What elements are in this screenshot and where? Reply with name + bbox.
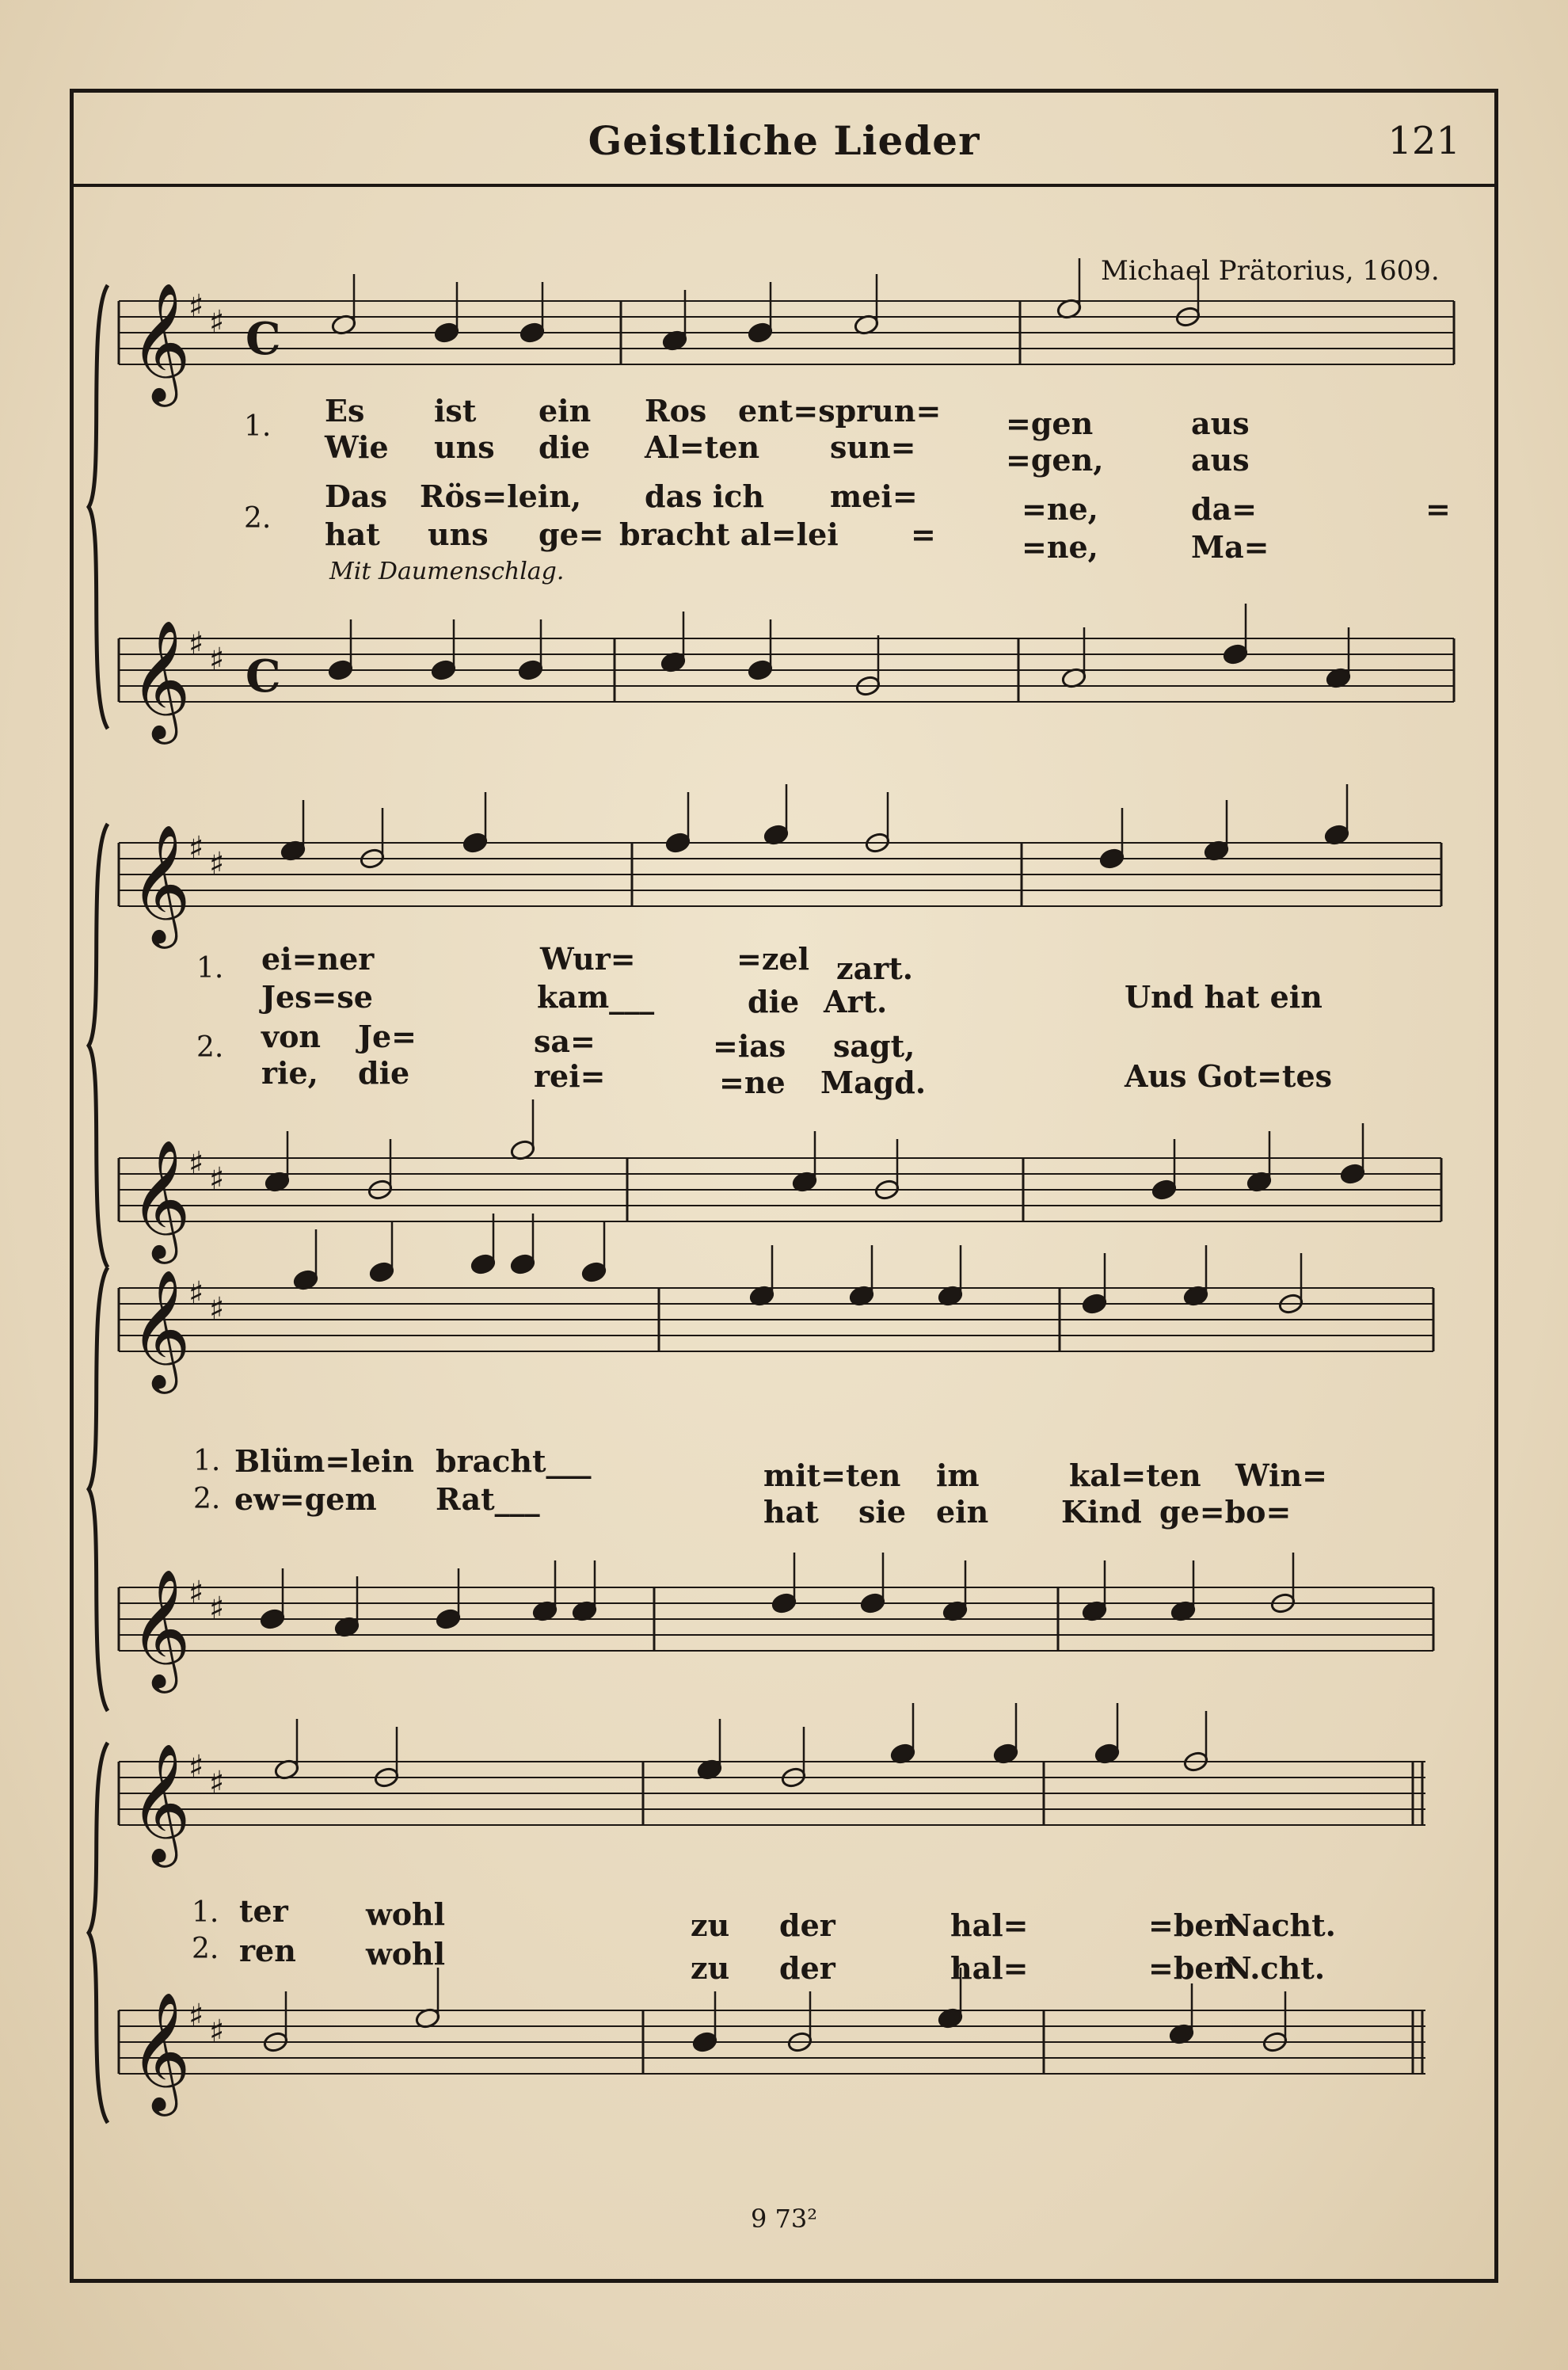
lyric-syllable: zart. bbox=[836, 951, 914, 986]
accompaniment-note bbox=[435, 1608, 461, 1630]
lyric-syllable: sa= bbox=[534, 1023, 596, 1059]
lyric-syllable: bracht al=lei bbox=[619, 516, 839, 552]
lyric-syllable: das ich bbox=[645, 478, 765, 514]
lyric-syllable: ew=gem bbox=[234, 1481, 377, 1517]
lyric-syllable: ge= bbox=[539, 516, 604, 552]
sharp-sign: ♯ bbox=[188, 1145, 204, 1182]
lyric-syllable: Rat___ bbox=[436, 1481, 540, 1517]
lyric-syllable: sun= bbox=[830, 429, 916, 465]
lyric-syllable: ent=sprun= bbox=[738, 393, 942, 429]
system-brace bbox=[89, 1743, 108, 2123]
lyric-syllable: =ben bbox=[1148, 1907, 1236, 1943]
treble-clef: 𝄞 bbox=[130, 823, 191, 943]
sharp-sign: ♯ bbox=[188, 1575, 204, 1611]
sharp-sign: ♯ bbox=[209, 1291, 225, 1328]
treble-clef: 𝄞 bbox=[130, 1568, 191, 1688]
accompaniment-note bbox=[259, 1608, 285, 1630]
treble-clef: 𝄞 bbox=[130, 281, 191, 402]
plate-number: 9 73² bbox=[750, 2204, 818, 2234]
lyric-syllable: ren bbox=[239, 1933, 296, 1968]
sharp-sign: ♯ bbox=[188, 830, 204, 867]
lyric-syllable: hal= bbox=[950, 1907, 1029, 1943]
lyric-syllable: mit=ten bbox=[763, 1457, 901, 1493]
sharp-sign: ♯ bbox=[209, 1161, 225, 1198]
lyric-syllable: Ma= bbox=[1191, 529, 1269, 565]
melody-note bbox=[1098, 848, 1125, 870]
lyric-syllable: uns bbox=[428, 516, 489, 552]
treble-clef: 𝄞 bbox=[130, 1991, 191, 2111]
lyric-syllable: der bbox=[779, 1950, 835, 1986]
sharp-sign: ♯ bbox=[188, 1749, 204, 1785]
lyric-syllable: Wie bbox=[325, 429, 389, 465]
lyric-syllable: kal=ten bbox=[1069, 1457, 1201, 1493]
time-signature: C bbox=[245, 313, 281, 365]
performance-instruction: Mit Daumenschlag. bbox=[329, 558, 565, 585]
lyric-syllable: Je= bbox=[358, 1019, 417, 1054]
lyric-syllable: Nacht. bbox=[1224, 1907, 1336, 1943]
lyric-syllable: =ne bbox=[719, 1065, 786, 1100]
melody-note bbox=[664, 832, 691, 854]
melody-note bbox=[470, 1253, 496, 1275]
accompaniment-note bbox=[1339, 1163, 1365, 1185]
lyric-syllable: ein bbox=[539, 393, 592, 429]
accompaniment-note bbox=[1222, 643, 1248, 665]
melody-note bbox=[580, 1261, 607, 1283]
lyric-syllable: =ne, bbox=[1022, 529, 1098, 565]
verse-number: 1. bbox=[196, 952, 224, 985]
treble-clef: 𝄞 bbox=[130, 1742, 191, 1862]
sharp-sign: ♯ bbox=[209, 2014, 225, 2050]
lyric-syllable: der bbox=[779, 1907, 835, 1943]
lyric-syllable: Al=ten bbox=[645, 429, 760, 465]
lyric-syllable: =zel bbox=[736, 941, 810, 977]
lyric-syllable: Blüm=lein bbox=[234, 1443, 414, 1479]
lyric-syllable: zu bbox=[691, 1907, 730, 1943]
melody-note bbox=[519, 322, 545, 344]
lyric-syllable: Kind bbox=[1061, 1494, 1142, 1530]
lyric-syllable: bracht___ bbox=[436, 1443, 592, 1479]
lyric-syllable: die bbox=[358, 1055, 410, 1091]
lyric-syllable: wohl bbox=[366, 1896, 446, 1932]
lyric-syllable: kam___ bbox=[537, 979, 655, 1015]
lyric-syllable: sie bbox=[858, 1494, 907, 1530]
verse-number: 1. bbox=[193, 1445, 221, 1477]
lyric-syllable: hat bbox=[325, 516, 380, 552]
sharp-sign: ♯ bbox=[188, 1275, 204, 1312]
system-brace bbox=[89, 824, 108, 1267]
composer-credit: Michael Prätorius, 1609. bbox=[1101, 255, 1440, 287]
melody-note bbox=[1081, 1293, 1107, 1315]
melody-note bbox=[433, 322, 459, 344]
lyric-syllable: Jes=se bbox=[261, 979, 373, 1015]
refrain-line: Und hat ein bbox=[1125, 979, 1323, 1015]
lyric-syllable: Art. bbox=[824, 984, 888, 1019]
lyric-syllable: ter bbox=[239, 1893, 288, 1929]
lyric-syllable: rei= bbox=[534, 1058, 606, 1094]
lyric-syllable: wohl bbox=[366, 1936, 446, 1972]
sharp-sign: ♯ bbox=[209, 642, 225, 678]
lyric-syllable: Ros bbox=[645, 393, 707, 429]
verse-number: 2. bbox=[196, 1031, 224, 1064]
sharp-sign: ♯ bbox=[188, 288, 204, 325]
accompaniment-note bbox=[771, 1592, 797, 1614]
accompaniment-note bbox=[327, 659, 353, 681]
lyric-syllable: ein bbox=[936, 1494, 989, 1530]
page-number: 121 bbox=[1387, 119, 1460, 163]
lyric-syllable: =ben bbox=[1148, 1950, 1236, 1986]
lyric-syllable: = bbox=[1425, 491, 1451, 527]
accompaniment-note bbox=[517, 659, 543, 681]
lyric-syllable: Es bbox=[325, 393, 365, 429]
accompaniment-note bbox=[859, 1592, 885, 1614]
lyric-syllable: =gen, bbox=[1006, 442, 1104, 478]
lyric-syllable: = bbox=[911, 516, 936, 552]
verse-number: 2. bbox=[193, 1483, 221, 1515]
lyric-syllable: die bbox=[539, 429, 591, 465]
lyric-syllable: die bbox=[748, 984, 800, 1019]
lyric-syllable: zu bbox=[691, 1950, 730, 1986]
lyric-syllable: im bbox=[936, 1457, 980, 1493]
lyric-syllable: Das bbox=[325, 478, 387, 514]
lyric-syllable: sagt, bbox=[833, 1028, 915, 1064]
lyric-syllable: =gen bbox=[1006, 406, 1094, 441]
sharp-sign: ♯ bbox=[209, 846, 225, 882]
lyric-syllable: ist bbox=[434, 393, 477, 429]
treble-clef: 𝄞 bbox=[130, 1268, 191, 1389]
treble-clef: 𝄞 bbox=[130, 1138, 191, 1259]
verse-number: 2. bbox=[244, 502, 272, 535]
treble-clef: 𝄞 bbox=[130, 619, 191, 739]
page-title: Geistliche Lieder bbox=[588, 117, 980, 164]
lyric-syllable: Rös=lein, bbox=[420, 478, 582, 514]
sharp-sign: ♯ bbox=[188, 1998, 204, 2034]
lyric-syllable: Magd. bbox=[820, 1065, 927, 1100]
sharp-sign: ♯ bbox=[209, 1765, 225, 1801]
sharp-sign: ♯ bbox=[188, 626, 204, 662]
verse-number: 1. bbox=[244, 410, 272, 443]
accompaniment-note bbox=[747, 659, 773, 681]
time-signature: C bbox=[245, 650, 281, 703]
lyric-syllable: uns bbox=[434, 429, 495, 465]
verse-number: 1. bbox=[192, 1896, 219, 1929]
verse-number: 2. bbox=[192, 1933, 219, 1965]
sharp-sign: ♯ bbox=[209, 1591, 225, 1627]
lyric-syllable: da= bbox=[1191, 491, 1258, 527]
lyric-syllable: hat bbox=[763, 1494, 819, 1530]
lyric-syllable: mei= bbox=[830, 478, 918, 514]
system-brace bbox=[89, 285, 108, 729]
accompaniment-note bbox=[1151, 1179, 1177, 1201]
lyric-syllable: hal= bbox=[950, 1950, 1029, 1986]
system-brace bbox=[89, 1267, 108, 1711]
lyric-syllable: Win= bbox=[1235, 1457, 1327, 1493]
refrain-line: Aus Got=tes bbox=[1125, 1058, 1333, 1094]
lyric-syllable: =ne, bbox=[1022, 491, 1098, 527]
lyric-syllable: Wur= bbox=[540, 941, 636, 977]
lyric-syllable: rie, bbox=[261, 1055, 318, 1091]
lyric-syllable: aus bbox=[1191, 406, 1250, 441]
melody-note bbox=[509, 1253, 535, 1275]
lyric-syllable: ei=ner bbox=[261, 941, 375, 977]
accompaniment-note bbox=[691, 2031, 717, 2053]
lyric-syllable: N.cht. bbox=[1224, 1950, 1326, 1986]
sharp-sign: ♯ bbox=[209, 304, 225, 341]
melody-note bbox=[368, 1261, 394, 1283]
accompaniment-note bbox=[430, 659, 456, 681]
lyric-syllable: =ias bbox=[713, 1028, 786, 1064]
lyric-syllable: ge=bo= bbox=[1159, 1494, 1292, 1530]
melody-note bbox=[747, 322, 773, 344]
lyric-syllable: aus bbox=[1191, 442, 1250, 478]
lyric-syllable: von bbox=[261, 1019, 322, 1054]
melody-note bbox=[462, 832, 488, 854]
